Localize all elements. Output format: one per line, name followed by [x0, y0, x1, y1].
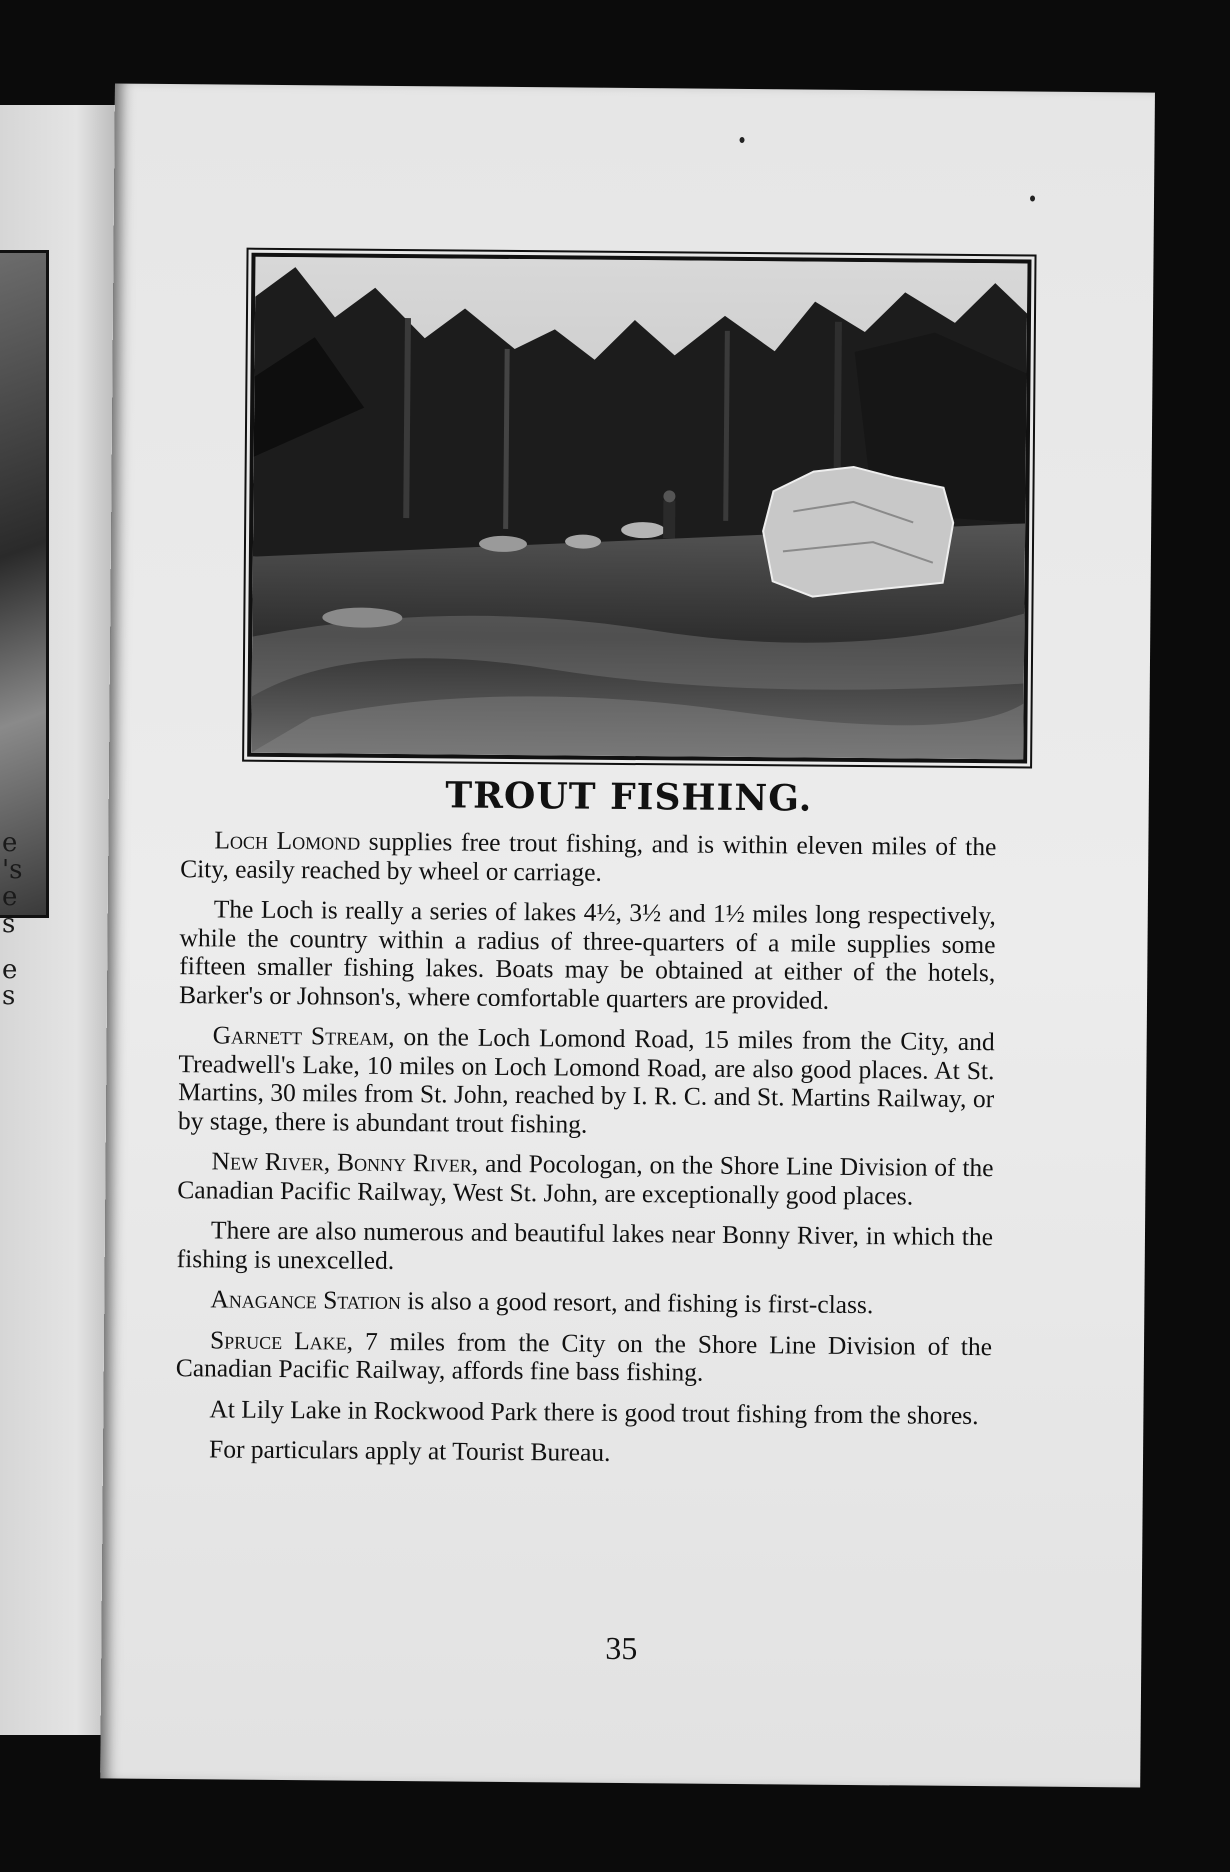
paragraph	[175, 1435, 991, 1471]
article-body	[175, 826, 997, 1483]
place-name: Spruce Lake	[209, 1324, 347, 1356]
paragraph	[179, 895, 996, 1016]
paragraph	[180, 826, 996, 890]
paragraph	[175, 1395, 991, 1431]
paragraph-text: , and Pocologan, on the Shore Line Division of the Canadian Pacific Railway, West St. John, are exceptionally good places.	[177, 1148, 994, 1210]
paragraph-text: The Loch is really a series of lakes 4½, 3½ and 1½ miles long respectively, while the country within a radius of three-quarters of a mile supplies some fifteen smaller fishing lakes. Boats may be obtained at either of the hotels, Barker's or Johnson's, where comfortable quarters are provided.	[178, 894, 996, 1015]
paragraph-text: , 7 miles from the City on the Shore Line Division of the Canadian Pacific Railway, affords fine bass fishing.	[175, 1326, 993, 1387]
paragraph	[177, 1147, 993, 1211]
left-page-fragment: 's	[2, 855, 23, 885]
place-name: Loch Lomond	[214, 825, 361, 856]
paragraph	[176, 1285, 992, 1321]
paragraph-text: is also a good resort, and fishing is first-class.	[400, 1286, 874, 1320]
paragraph	[177, 1216, 993, 1280]
place-name: New River, Bonny River	[211, 1146, 472, 1178]
paragraph-text: There are also numerous and beautiful lakes near Bonny River, in which the fishing is unexcelled.	[176, 1215, 994, 1275]
left-page-fragment: e	[2, 955, 18, 985]
book-page	[100, 83, 1155, 1787]
paragraph-text: At Lily Lake in Rockwood Park there is good trout fishing from the shores.	[209, 1393, 979, 1430]
place-name: Garnett Stream	[212, 1020, 389, 1051]
page-title: TROUT FISHING.	[445, 774, 813, 820]
trout-stream-photograph	[247, 253, 1031, 764]
paragraph-text: For particulars apply at Tourist Bureau.	[208, 1434, 611, 1467]
page-number: 35	[605, 1629, 638, 1667]
place-name: Anagance Station	[210, 1284, 402, 1316]
speck	[1030, 195, 1035, 201]
speck	[740, 137, 745, 143]
paragraph	[176, 1326, 992, 1390]
left-page-fragment: e	[2, 882, 18, 912]
paragraph	[178, 1021, 995, 1142]
left-page-fragment: s	[2, 981, 16, 1011]
paragraph-text: , on the Loch Lomond Road, 15 miles from the City, and Treadwell's Lake, 10 miles on Loch Lomond Road, are also good places. At St. Martins, 30 miles from St. John, reached by I. R. C. and St. Martins Railway, or by stage, there is abundant trout fishing.	[177, 1021, 995, 1139]
left-page-fragment: e	[2, 828, 18, 858]
left-page-photo	[0, 250, 49, 918]
left-page-fragment: s	[2, 909, 16, 939]
paragraph-text: supplies free trout fishing, and is within eleven miles of the City, easily reached by wheel or carriage.	[180, 826, 997, 887]
